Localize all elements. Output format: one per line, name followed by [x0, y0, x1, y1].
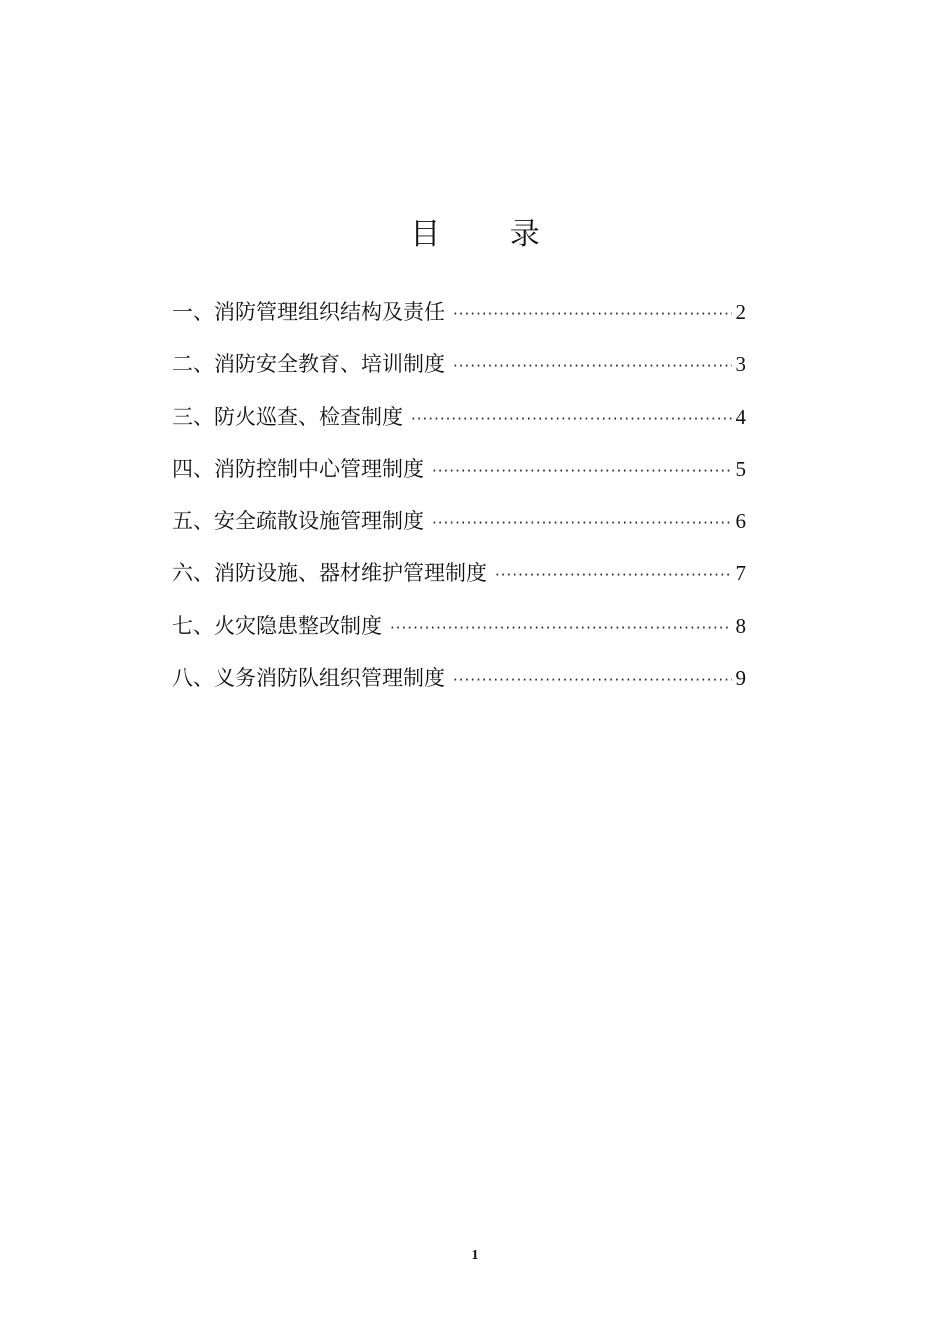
toc-entry-page: 3 [735, 352, 746, 377]
toc-dot-leader [432, 449, 732, 493]
toc-entry-title: 一、消防管理组织结构及责任 [172, 300, 445, 324]
toc-entry[interactable] [172, 656, 746, 708]
toc-dot-leader [390, 606, 732, 650]
toc-entry-page: 5 [735, 456, 746, 481]
toc-entry-page: 7 [735, 561, 746, 586]
toc-entry[interactable] [172, 551, 746, 603]
toc-dot-leader [453, 658, 732, 702]
toc-entry-title: 八、义务消防队组织管理制度 [172, 666, 445, 691]
toc-entry-page: 4 [735, 404, 746, 429]
toc-entry-title: 六、消防设施、器材维护管理制度 [172, 561, 487, 586]
toc-dot-leader [453, 292, 732, 336]
toc-entry-page: 6 [735, 509, 746, 534]
toc-entry-title: 五、安全疏散设施管理制度 [172, 509, 424, 534]
toc-entry-title: 七、火灾隐患整改制度 [172, 613, 382, 638]
toc-dot-leader [453, 344, 732, 388]
toc-title: 目 录 [410, 217, 570, 252]
toc-entry[interactable] [172, 342, 746, 394]
toc-entry[interactable] [172, 499, 746, 551]
toc-entry[interactable] [172, 290, 746, 342]
toc-entry[interactable] [172, 604, 746, 656]
toc-dot-leader [411, 397, 732, 441]
toc-dot-leader [495, 553, 732, 597]
toc-entry-title: 三、防火巡查、检查制度 [172, 404, 403, 429]
toc-entry-page: 2 [735, 300, 746, 324]
toc-entry-title: 四、消防控制中心管理制度 [172, 456, 424, 481]
toc-dot-leader [432, 501, 732, 545]
toc-entry-page: 8 [735, 613, 746, 638]
toc-entry[interactable] [172, 447, 746, 499]
toc-entry-page: 9 [735, 666, 746, 691]
toc-entry-title: 二、消防安全教育、培训制度 [172, 352, 445, 377]
toc-entry[interactable] [172, 395, 746, 447]
table-of-contents [172, 290, 746, 708]
page-number: 1 [471, 1248, 479, 1263]
